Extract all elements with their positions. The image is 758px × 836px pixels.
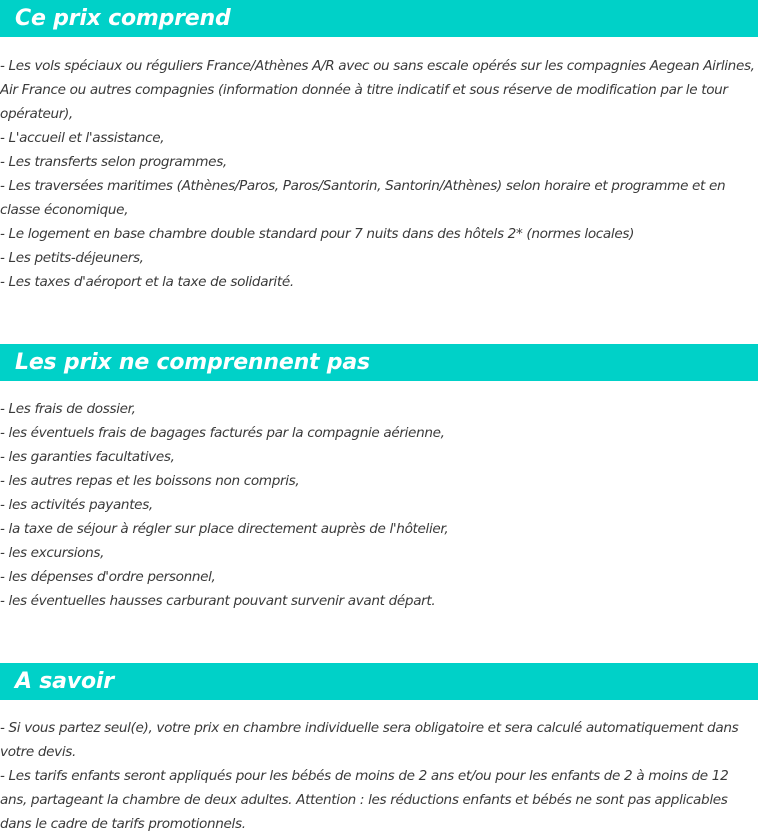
list-item: - les éventuelles hausses carburant pouvant survenir avant départ. [0,593,436,609]
list-item: - les éventuels frais de bagages facturés par la compagnie aérienne, [0,425,445,441]
section-body-included [0,37,758,294]
list-item: - Les vols spéciaux ou réguliers France/Athènes A/R avec ou sans escale opérés sur les compagnies Aegean Airlines, Air France ou autres compagnies (information donnée à titre indicatif et sous réserve de modification par le tour opérateur), [0,58,755,122]
list-item: - Les tarifs enfants seront appliqués pour les bébés de moins de 2 ans et/ou pour les enfants de 2 à moins de 12 ans, partageant la chambre de deux adultes. Attention : les réductions enfants et bébés ne sont pas applicables dans le cadre de tarifs promotionnels. [0,768,729,832]
list-item: - Le logement en base chambre double standard pour 7 nuits dans des hôtels 2* (normes locales) [0,226,635,242]
list-item: - les dépenses d'ordre personnel, [0,569,216,585]
section-header-included [0,0,758,37]
list-item: - Les transferts selon programmes, [0,154,227,170]
section-title: Les prix ne comprennent pas [15,350,370,375]
list-item: - Les traversées maritimes (Athènes/Paros, Paros/Santorin, Santorin/Athènes) selon horaire et programme et en classe économique, [0,178,726,218]
section-body-good-to-know [0,700,758,836]
list-item: - les autres repas et les boissons non compris, [0,473,300,489]
section-header-good-to-know [0,663,758,700]
list-item: - les activités payantes, [0,497,153,513]
list-item: - la taxe de séjour à régler sur place directement auprès de l'hôtelier, [0,521,449,537]
list-item: - L'accueil et l'assistance, [0,130,165,146]
section-title: Ce prix comprend [15,6,231,31]
list-item: - Les frais de dossier, [0,401,136,417]
list-item: - les excursions, [0,545,105,561]
list-item: - Les taxes d'aéroport et la taxe de solidarité. [0,274,294,290]
section-body-not-included [0,381,758,613]
section-title: A savoir [15,669,114,694]
list-item: - Les petits-déjeuners, [0,250,144,266]
section-header-not-included [0,344,758,381]
list-item: - les garanties facultatives, [0,449,175,465]
list-item: - Si vous partez seul(e), votre prix en chambre individuelle sera obligatoire et sera calculé automatiquement dans votre devis. [0,720,739,760]
